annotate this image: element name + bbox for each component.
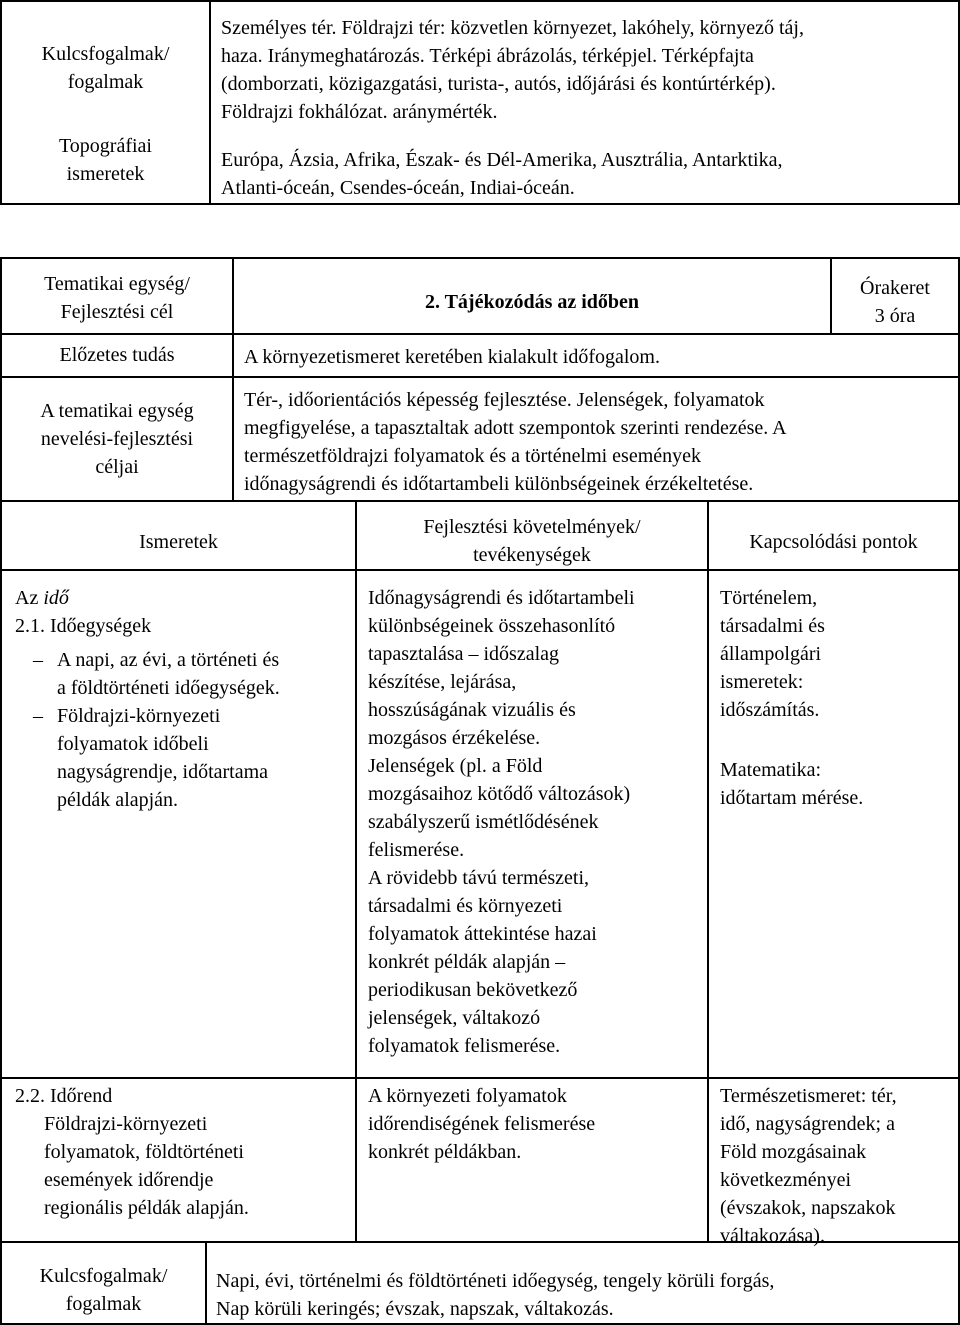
connection-math: Matematika: időtartam mérése. bbox=[720, 759, 864, 809]
subtopic-heading: 2.2. Időrend bbox=[15, 1085, 113, 1107]
border bbox=[0, 376, 960, 378]
subtopic-text: Földrajzi-környezeti folyamatok, földtörténeti események időrendje regionális példák alapján. bbox=[44, 1113, 249, 1219]
border bbox=[0, 0, 960, 2]
dash-bullet: – bbox=[33, 705, 43, 727]
prior-knowledge-content: A környezetismeret keretében kialakult időfogalom. bbox=[244, 346, 660, 368]
border bbox=[205, 1241, 207, 1325]
border bbox=[707, 500, 709, 1243]
border bbox=[0, 257, 960, 259]
border bbox=[0, 500, 960, 502]
topography-label: Topográfiai ismeretek bbox=[58, 135, 152, 185]
connection-history: Történelem, társadalmi és állampolgári ismeretek: időszámítás. bbox=[720, 587, 825, 721]
list-item-text: A napi, az évi, a történeti és a földtörténeti időegységek. bbox=[57, 649, 280, 699]
list-item bbox=[33, 646, 353, 704]
column-header-connections: Kapcsolódási pontok bbox=[749, 531, 918, 553]
hours-label: Órakeret 3 óra bbox=[860, 277, 930, 327]
unit-label: Tematikai egység/ Fejlesztési cél bbox=[44, 273, 190, 323]
border bbox=[0, 333, 960, 335]
topic-intro bbox=[15, 584, 69, 612]
keywords-content: Személyes tér. Földrajzi tér: közvetlen környezet, lakóhely, környező táj, haza. Iránymeghatározás. Térképi ábrázolás, térképjel. Térképfajta (domborzati, közigazgatási, turista-, autós, időjárási és kontúrtérkép). Földrajzi fokhálózat. aránymérték. bbox=[221, 17, 804, 123]
list-item bbox=[33, 702, 353, 820]
column-header-requirements: Fejlesztési követelmények/ tevékenységek bbox=[423, 516, 641, 566]
connection-nature: Természetismeret: tér, idő, nagyságrendek; a Föld mozgásainak következményei (évszakok, napszakok váltakozása). bbox=[720, 1085, 897, 1247]
requirements-text: A környezeti folyamatok időrendiségének felismerése konkrét példákban. bbox=[368, 1085, 596, 1163]
keywords-label: Kulcsfogalmak/ fogalmak bbox=[41, 43, 170, 93]
subtopic-heading: 2.1. Időegységek bbox=[15, 615, 152, 637]
border bbox=[0, 1077, 960, 1079]
prior-knowledge-label: Előzetes tudás bbox=[59, 344, 175, 366]
topic-intro-italic: idő bbox=[43, 587, 69, 609]
goals-content: Tér-, időorientációs képesség fejlesztése. Jelenségek, folyamatok megfigyelése, a tapasztaltak adott szempontok szerinti rendezése. A természetföldrajzi folyamatok és a történelmi események időnagyságrendi és időtartambeli különbségeinek érzékeltetése. bbox=[244, 389, 787, 495]
unit-title: 2. Tájékozódás az időben bbox=[424, 291, 640, 313]
topic-intro-text: Az bbox=[15, 587, 44, 609]
border bbox=[0, 569, 960, 571]
border bbox=[209, 0, 211, 205]
border bbox=[355, 500, 357, 1243]
goals-label: A tematikai egység nevelési-fejlesztési céljai bbox=[40, 400, 194, 478]
requirements-text: Időnagyságrendi és időtartambeli különbségeinek összehasonlító tapasztalása – időszalag készítése, lejárása, hosszúságának vizuális és mozgásos érzékelése. Jelenségek (pl. a Föld mozgásaihoz kötődő változások) szabályszerű ismétlődésének felismerése. A rövidebb távú természeti, társadalmi és környezeti folyamatok áttekintése hazai konkrét példák alapján – periodikusan bekövetkező jelenségek, váltakozó folyamatok felismerése. bbox=[368, 587, 635, 1057]
border bbox=[0, 203, 960, 205]
dash-bullet: – bbox=[33, 649, 43, 671]
topography-content: Európa, Ázsia, Afrika, Észak- és Dél-Amerika, Ausztrália, Antarktika, Atlanti-óceán, Csendes-óceán, Indiai-óceán. bbox=[221, 149, 783, 199]
list-item-text: Földrajzi-környezeti folyamatok időbeli nagyságrendje, időtartama példák alapján. bbox=[57, 705, 269, 811]
bottom-keywords-content: Napi, évi, történelmi és földtörténeti időegység, tengely körüli forgás, Nap körüli keringés; évszak, napszak, váltakozás. bbox=[216, 1270, 775, 1320]
bottom-keywords-label: Kulcsfogalmak/ fogalmak bbox=[39, 1265, 168, 1315]
column-header-knowledge: Ismeretek bbox=[139, 531, 218, 553]
